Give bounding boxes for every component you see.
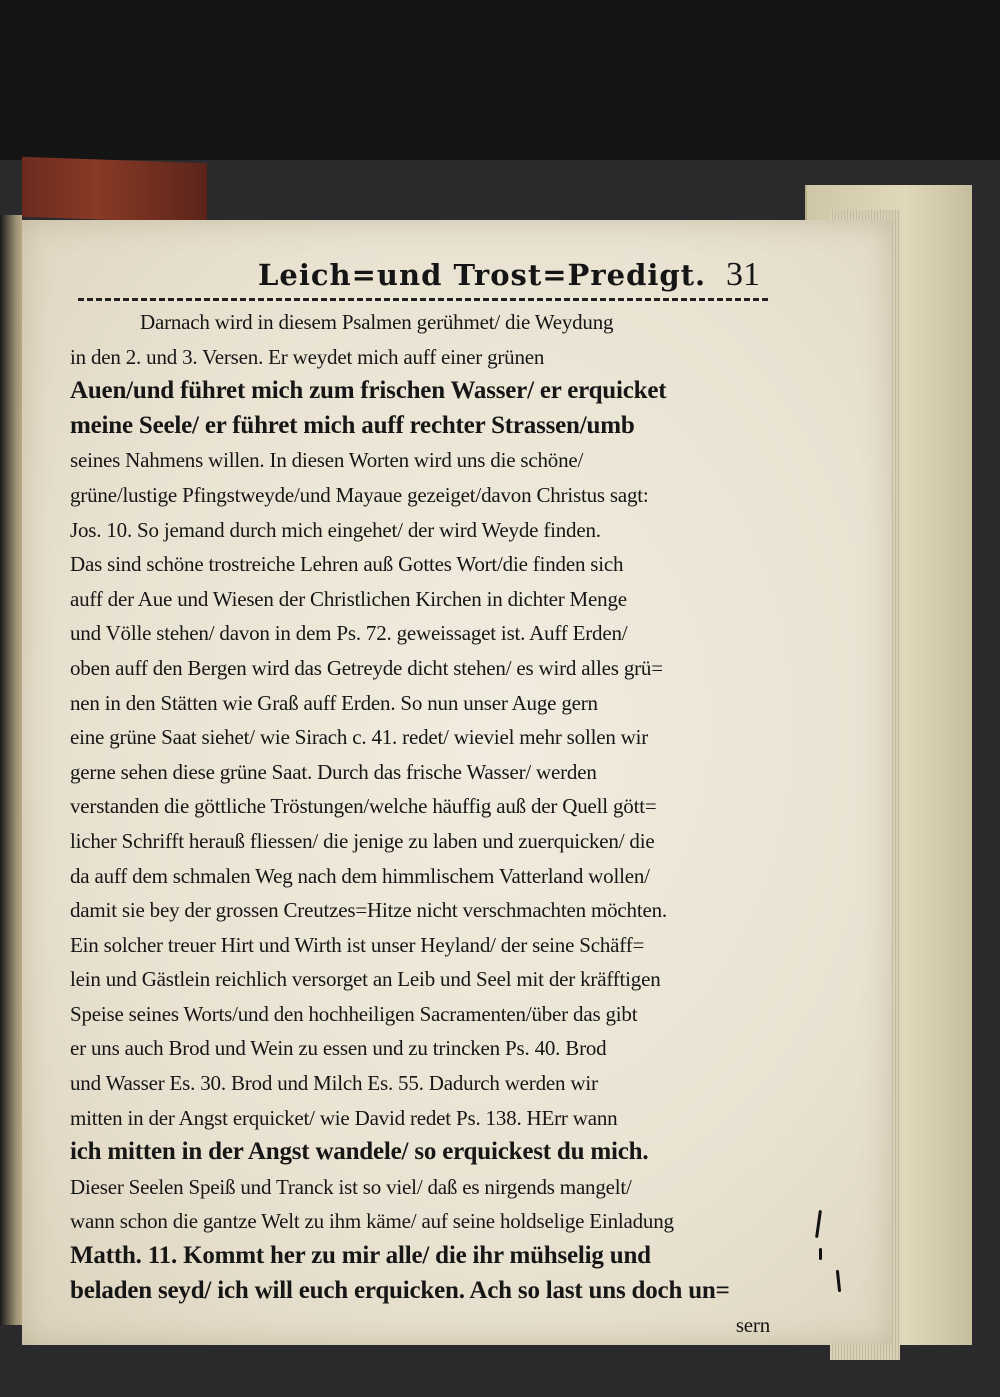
text-line: Darnach wird in diesem Psalmen gerühmet/ die Weydung — [140, 310, 614, 334]
text-line: Ein solcher treuer Hirt und Wirth ist unser Heyland/ der seine Schäff= — [70, 932, 645, 957]
text-line: meine Seele/ er führet mich auff rechter Strassen/umb — [70, 411, 635, 439]
text-line: oben auff den Bergen wird das Getreyde dicht stehen/ es wird alles grü= — [70, 655, 663, 680]
text-line: Auen/und führet mich zum frischen Wasser/ er erquicket — [70, 377, 667, 405]
page-mark — [815, 1210, 845, 1300]
text-line: in den 2. und 3. Versen. Er weydet mich auff einer grünen — [70, 344, 545, 369]
text-line: verstanden die göttliche Tröstungen/welche häuffig auß der Quell gött= — [70, 794, 657, 819]
text-line: Matth. 11. Kommt her zu mir alle/ die ihr mühselig und — [70, 1242, 651, 1270]
text-line: eine grüne Saat siehet/ wie Sirach c. 41. redet/ wieviel mehr sollen wir — [70, 725, 649, 750]
header-title: Leich=und Trost=Predigt. — [258, 258, 707, 292]
text-line: ich mitten in der Angst wandele/ so erquickest du mich. — [70, 1138, 649, 1166]
text-line: nen in den Stätten wie Graß auff Erden. So nun unser Auge gern — [70, 690, 598, 715]
text-line: wann schon die gantze Welt zu ihm käme/ auf seine holdselige Einladung — [70, 1209, 674, 1234]
text-line: und Wasser Es. 30. Brod und Milch Es. 55. Dadurch werden wir — [70, 1071, 598, 1096]
book-spine-edge — [22, 157, 207, 223]
header-rule — [78, 298, 768, 301]
text-line: Dieser Seelen Speiß und Tranck ist so viel/ daß es nirgends mangelt/ — [70, 1174, 632, 1199]
sermon-text — [70, 305, 770, 1343]
text-line: Speise seines Worts/und den hochheiligen Sacramenten/über das gibt — [70, 1001, 638, 1026]
catchword: sern — [735, 1313, 770, 1338]
book-binding-edge — [0, 215, 22, 1325]
scan-background-top — [0, 0, 1000, 160]
page-number: 31 — [726, 256, 760, 293]
text-line: lein und Gästlein reichlich versorget an Leib und Seel mit der kräfftigen — [70, 967, 661, 992]
text-line: Das sind schöne trostreiche Lehren auß Gottes Wort/die finden sich — [70, 552, 624, 577]
running-header — [78, 258, 768, 308]
text-line: licher Schrifft herauß fliessen/ die jenige zu laben und zuerquicken/ die — [70, 828, 655, 853]
text-line: damit sie bey der grossen Creutzes=Hitze nicht verschmachten möchten. — [70, 898, 667, 923]
text-line: und Völle stehen/ davon in dem Ps. 72. geweissaget ist. Auff Erden/ — [70, 621, 628, 646]
text-line: Jos. 10. So jemand durch mich eingehet/ der wird Weyde finden. — [70, 517, 601, 542]
text-line: grüne/lustige Pfingstweyde/und Mayaue gezeiget/davon Christus sagt: — [70, 482, 649, 507]
text-line: gerne sehen diese grüne Saat. Durch das frische Wasser/ werden — [70, 759, 597, 784]
text-line: er uns auch Brod und Wein zu essen und zu trincken Ps. 40. Brod — [70, 1036, 607, 1061]
text-line: da auff dem schmalen Weg nach dem himmlischem Vatterland wollen/ — [70, 863, 650, 888]
text-line: auff der Aue und Wiesen der Christlichen Kirchen in dichter Menge — [70, 586, 627, 611]
text-line: beladen seyd/ ich will euch erquicken. Ach so last uns doch un= — [70, 1276, 730, 1304]
text-line: seines Nahmens willen. In diesen Worten wird uns die schöne/ — [70, 448, 584, 473]
text-line: mitten in der Angst erquicket/ wie David redet Ps. 138. HErr wann — [70, 1105, 618, 1130]
